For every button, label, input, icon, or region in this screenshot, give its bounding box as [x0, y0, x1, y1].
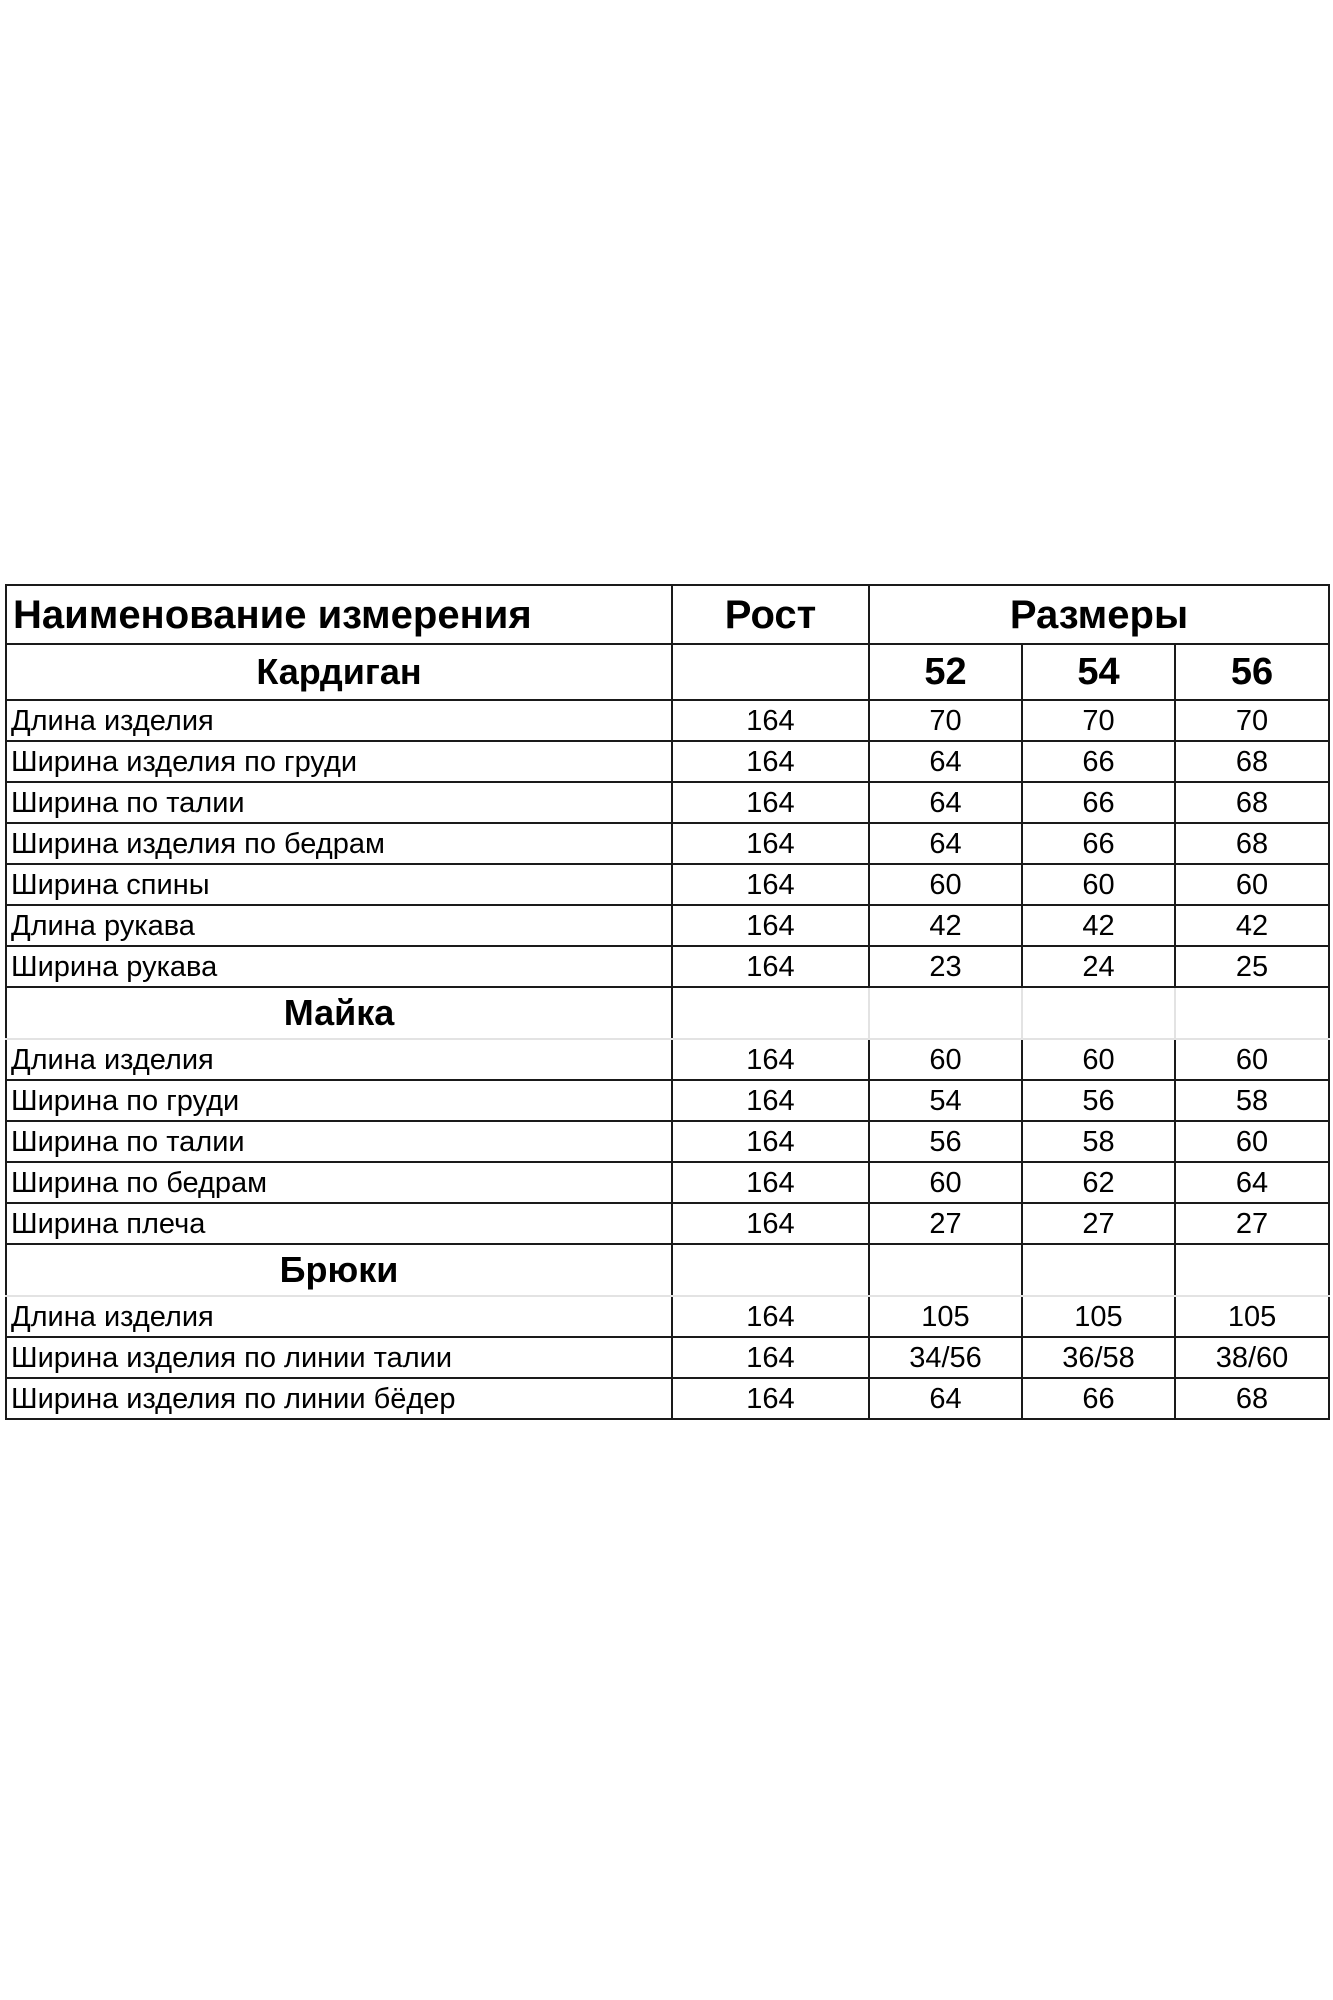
size-value-52: 64	[869, 741, 1022, 782]
height-value: 164	[672, 1080, 869, 1121]
section-empty-cell	[869, 987, 1022, 1039]
size-value-52: 64	[869, 782, 1022, 823]
height-value: 164	[672, 782, 869, 823]
size-value-54: 60	[1022, 1039, 1175, 1080]
size-value-56: 105	[1175, 1296, 1329, 1337]
size-value-52: 60	[869, 864, 1022, 905]
size-chart-table	[5, 584, 1330, 1420]
height-value: 164	[672, 741, 869, 782]
size-value-56: 68	[1175, 1378, 1329, 1419]
height-value: 164	[672, 1162, 869, 1203]
table-row	[6, 700, 1329, 741]
height-value: 164	[672, 946, 869, 987]
measurement-name: Ширина изделия по бедрам	[6, 823, 672, 864]
size-value-54: 60	[1022, 864, 1175, 905]
table-row	[6, 1039, 1329, 1080]
section-empty-cell	[1175, 1244, 1329, 1296]
measurement-name: Ширина рукава	[6, 946, 672, 987]
table-row	[6, 864, 1329, 905]
size-value-54: 58	[1022, 1121, 1175, 1162]
size-header-52: 52	[869, 644, 1022, 700]
size-value-54: 66	[1022, 1378, 1175, 1419]
size-value-52: 60	[869, 1162, 1022, 1203]
section-empty-cell	[1175, 987, 1329, 1039]
measurement-name: Ширина по груди	[6, 1080, 672, 1121]
height-value: 164	[672, 1378, 869, 1419]
table-row	[6, 1203, 1329, 1244]
measurement-name: Ширина спины	[6, 864, 672, 905]
size-value-52: 64	[869, 823, 1022, 864]
header-sizes: Размеры	[869, 585, 1329, 644]
height-value: 164	[672, 1203, 869, 1244]
table-row	[6, 823, 1329, 864]
table-header-row	[6, 585, 1329, 644]
section-row	[6, 644, 1329, 700]
measurement-name: Ширина по бедрам	[6, 1162, 672, 1203]
measurement-name: Длина изделия	[6, 700, 672, 741]
size-value-56: 68	[1175, 823, 1329, 864]
size-value-56: 68	[1175, 782, 1329, 823]
size-value-54: 24	[1022, 946, 1175, 987]
measurement-name: Ширина изделия по линии бёдер	[6, 1378, 672, 1419]
size-value-54: 66	[1022, 741, 1175, 782]
size-value-52: 70	[869, 700, 1022, 741]
section-title: Кардиган	[6, 644, 672, 700]
size-value-54: 36/58	[1022, 1337, 1175, 1378]
section-height-empty	[672, 644, 869, 700]
table-row	[6, 1162, 1329, 1203]
table-row	[6, 1296, 1329, 1337]
size-value-56: 68	[1175, 741, 1329, 782]
height-value: 164	[672, 1296, 869, 1337]
size-value-56: 58	[1175, 1080, 1329, 1121]
section-empty-cell	[1022, 1244, 1175, 1296]
size-value-52: 54	[869, 1080, 1022, 1121]
measurement-name: Ширина по талии	[6, 1121, 672, 1162]
measurement-name: Ширина по талии	[6, 782, 672, 823]
measurement-name: Ширина плеча	[6, 1203, 672, 1244]
size-value-54: 70	[1022, 700, 1175, 741]
height-value: 164	[672, 864, 869, 905]
section-empty-cell	[869, 1244, 1022, 1296]
size-value-52: 64	[869, 1378, 1022, 1419]
section-title: Брюки	[6, 1244, 672, 1296]
size-value-52: 60	[869, 1039, 1022, 1080]
height-value: 164	[672, 1337, 869, 1378]
size-value-54: 66	[1022, 823, 1175, 864]
table-row	[6, 946, 1329, 987]
measurement-name: Длина изделия	[6, 1296, 672, 1337]
size-value-52: 27	[869, 1203, 1022, 1244]
table-row	[6, 1378, 1329, 1419]
measurement-name: Ширина изделия по груди	[6, 741, 672, 782]
measurement-name: Длина рукава	[6, 905, 672, 946]
table-row	[6, 1080, 1329, 1121]
table-row	[6, 741, 1329, 782]
section-empty-cell	[1022, 987, 1175, 1039]
header-height: Рост	[672, 585, 869, 644]
section-row	[6, 987, 1329, 1039]
size-value-52: 23	[869, 946, 1022, 987]
size-value-52: 42	[869, 905, 1022, 946]
table-row	[6, 905, 1329, 946]
section-title: Майка	[6, 987, 672, 1039]
size-value-52: 56	[869, 1121, 1022, 1162]
size-value-56: 64	[1175, 1162, 1329, 1203]
height-value: 164	[672, 700, 869, 741]
table-row	[6, 1337, 1329, 1378]
size-value-56: 25	[1175, 946, 1329, 987]
size-value-54: 66	[1022, 782, 1175, 823]
height-value: 164	[672, 905, 869, 946]
size-header-54: 54	[1022, 644, 1175, 700]
size-value-54: 56	[1022, 1080, 1175, 1121]
height-value: 164	[672, 1039, 869, 1080]
table-row	[6, 1121, 1329, 1162]
height-value: 164	[672, 823, 869, 864]
section-row	[6, 1244, 1329, 1296]
header-measurement-name: Наименование измерения	[6, 585, 672, 644]
table-row	[6, 782, 1329, 823]
measurement-name: Ширина изделия по линии талии	[6, 1337, 672, 1378]
section-empty-cell	[672, 1244, 869, 1296]
size-value-56: 60	[1175, 864, 1329, 905]
size-value-54: 105	[1022, 1296, 1175, 1337]
size-value-52: 105	[869, 1296, 1022, 1337]
size-value-56: 27	[1175, 1203, 1329, 1244]
measurement-name: Длина изделия	[6, 1039, 672, 1080]
size-value-56: 60	[1175, 1121, 1329, 1162]
size-value-56: 38/60	[1175, 1337, 1329, 1378]
section-empty-cell	[672, 987, 869, 1039]
size-value-54: 42	[1022, 905, 1175, 946]
size-value-56: 70	[1175, 700, 1329, 741]
size-value-56: 60	[1175, 1039, 1329, 1080]
size-header-56: 56	[1175, 644, 1329, 700]
size-value-54: 62	[1022, 1162, 1175, 1203]
size-value-56: 42	[1175, 905, 1329, 946]
size-value-52: 34/56	[869, 1337, 1022, 1378]
size-value-54: 27	[1022, 1203, 1175, 1244]
height-value: 164	[672, 1121, 869, 1162]
